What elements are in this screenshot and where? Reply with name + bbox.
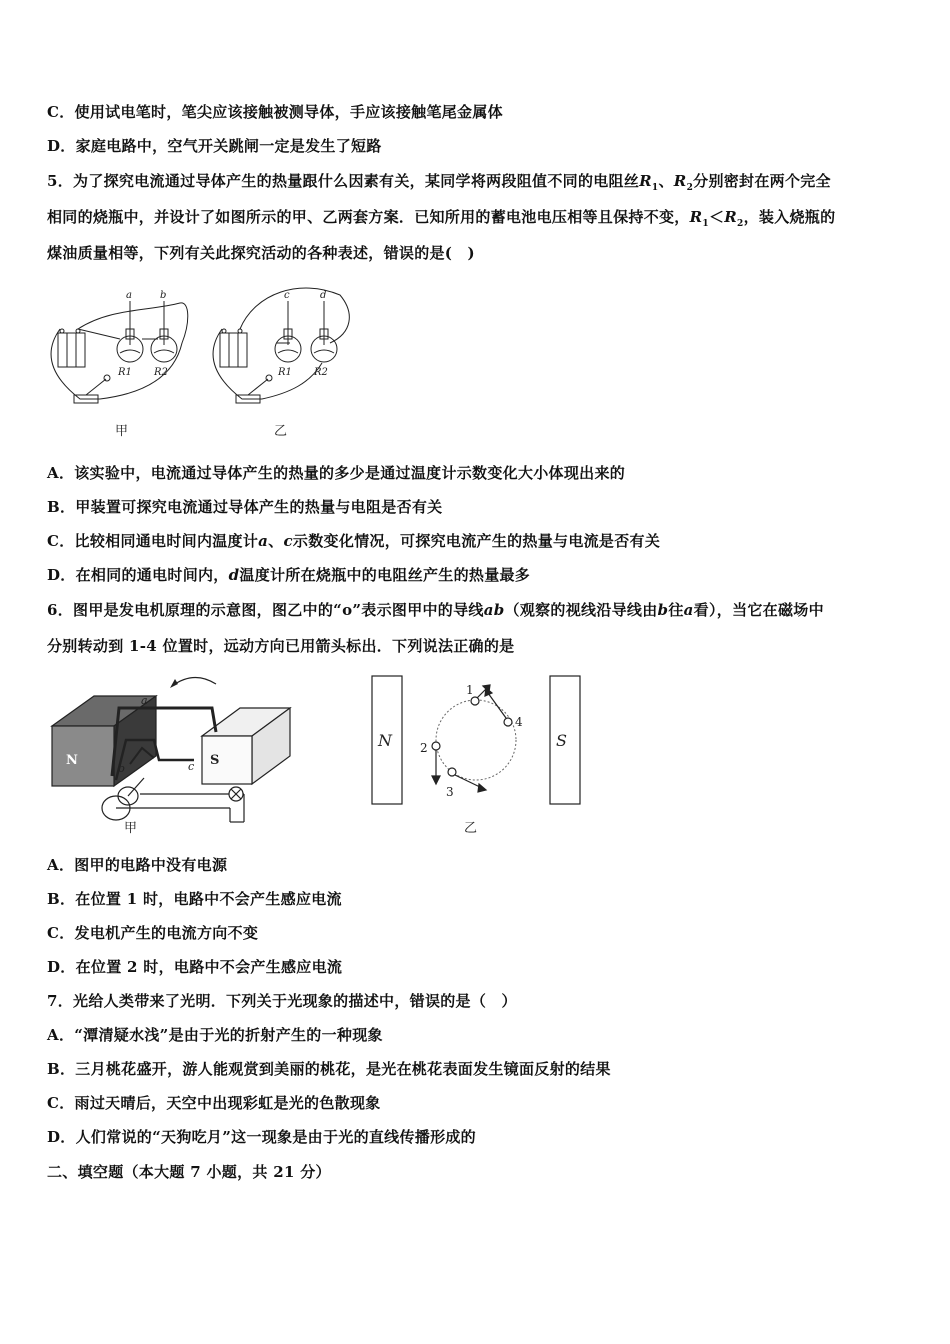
q6-stem-line2: 分别转动到 1-4 位置时，远动方向已用箭头标出．下列说法正确的是: [47, 637, 515, 655]
jia-battery: [58, 329, 85, 367]
magnet-s-label: S: [210, 753, 220, 768]
magnet-n-text: N: [378, 731, 392, 750]
q6-option-c: C．发电机产生的电流方向不变: [47, 924, 259, 942]
wire-b-label: b: [118, 762, 126, 775]
position-3-label: 3: [446, 785, 454, 799]
q5-circuit-figure: [40, 283, 360, 443]
position-1-label: 1: [466, 683, 474, 697]
position-2-label: 2: [420, 741, 428, 755]
q6-option-b: B．在位置 1 时，电路中不会产生感应电流: [47, 890, 342, 908]
jia-flask-b: [151, 301, 177, 362]
q5-option-c: C．比较相同通电时间内温度计a、c示数变化情况，可探究电流产生的热量与电流是否有关: [47, 532, 661, 550]
q6-option-a: A．图甲的电路中没有电源: [47, 856, 228, 874]
q6-generator-figure: [44, 668, 344, 838]
q5-stem-line2: 相同的烧瓶中，并设计了如图所示的甲、乙两套方案．已知所用的蓄电池电压相等且保持不变，$R_1<R_2$，装入烧瓶的: [47, 208, 836, 229]
label-d: d: [320, 290, 327, 301]
q6-option-d: D．在位置 2 时，电路中不会产生感应电流: [47, 958, 343, 976]
section-2-heading: 二、填空题（本大题 7 小题，共 21 分）: [47, 1163, 331, 1181]
position-1-marker: [471, 697, 479, 705]
caption-yi-rotation: 乙: [464, 821, 478, 836]
q6-rotation-figure: [360, 668, 590, 838]
caption-yi: 乙: [274, 424, 288, 439]
q5-option-b: B．甲装置可探究电流通过导体产生的热量与电阻是否有关: [47, 498, 443, 516]
q5-option-a: A．该实验中，电流通过导体产生的热量的多少是通过温度计示数变化大小体现出来的: [47, 464, 626, 482]
wire-a-label: a: [141, 694, 148, 707]
yi-battery: [220, 329, 247, 367]
wire-c-label: c: [188, 760, 195, 773]
label-r1-yi: R1: [278, 367, 292, 378]
label-r2-jia: R2: [154, 367, 168, 378]
caption-jia: 甲: [115, 424, 129, 439]
label-a: a: [126, 290, 132, 301]
q6-stem-line1: 6．图甲是发电机原理的示意图，图乙中的“o”表示图甲中的导线ab（观察的视线沿导线由b往a看），当它在磁场中: [47, 601, 824, 619]
position-3-marker: [448, 768, 456, 776]
label-b: b: [160, 290, 167, 301]
position-4-label: 4: [515, 715, 523, 729]
q7-stem: 7．光给人类带来了光明．下列关于光现象的描述中，错误的是（ ）: [47, 992, 517, 1010]
yi-flask-d: [311, 301, 337, 362]
q5-stem-line1: 5．为了探究电流通过导体产生的热量跟什么因素有关，某同学将两段阻值不同的电阻丝$R_1$、$R_2$分别密封在两个完全: [47, 172, 831, 193]
position-2-marker: [432, 742, 440, 750]
q7-option-c: C．雨过天晴后，天空中出现彩虹是光的色散现象: [47, 1094, 381, 1112]
q5-option-d: D．在相同的通电时间内，d温度计所在烧瓶中的电阻丝产生的热量最多: [47, 566, 531, 584]
magnet-s-text: S: [556, 731, 567, 750]
magnet-n-label: N: [66, 753, 78, 768]
caption-jia-generator: 甲: [124, 821, 138, 836]
label-r2-yi: R2: [314, 367, 328, 378]
position-4-marker: [504, 718, 512, 726]
q4-option-d: D．家庭电路中，空气开关跳闸一定是发生了短路: [47, 137, 382, 155]
q5-stem-line3: 煤油质量相等，下列有关此探究活动的各种表述，错误的是( ): [47, 244, 475, 262]
q7-option-a: A．“潭清疑水浅”是由于光的折射产生的一种现象: [47, 1026, 383, 1044]
q7-option-b: B．三月桃花盛开，游人能观赏到美丽的桃花，是光在桃花表面发生镜面反射的结果: [47, 1060, 611, 1078]
label-c: c: [284, 290, 290, 301]
q4-option-c: C．使用试电笔时，笔尖应该接触被测导体，手应该接触笔尾金属体: [47, 103, 503, 121]
q7-option-d: D．人们常说的“天狗吃月”这一现象是由于光的直线传播形成的: [47, 1128, 476, 1146]
label-r1-jia: R1: [118, 367, 132, 378]
yi-flask-c: [275, 301, 301, 362]
